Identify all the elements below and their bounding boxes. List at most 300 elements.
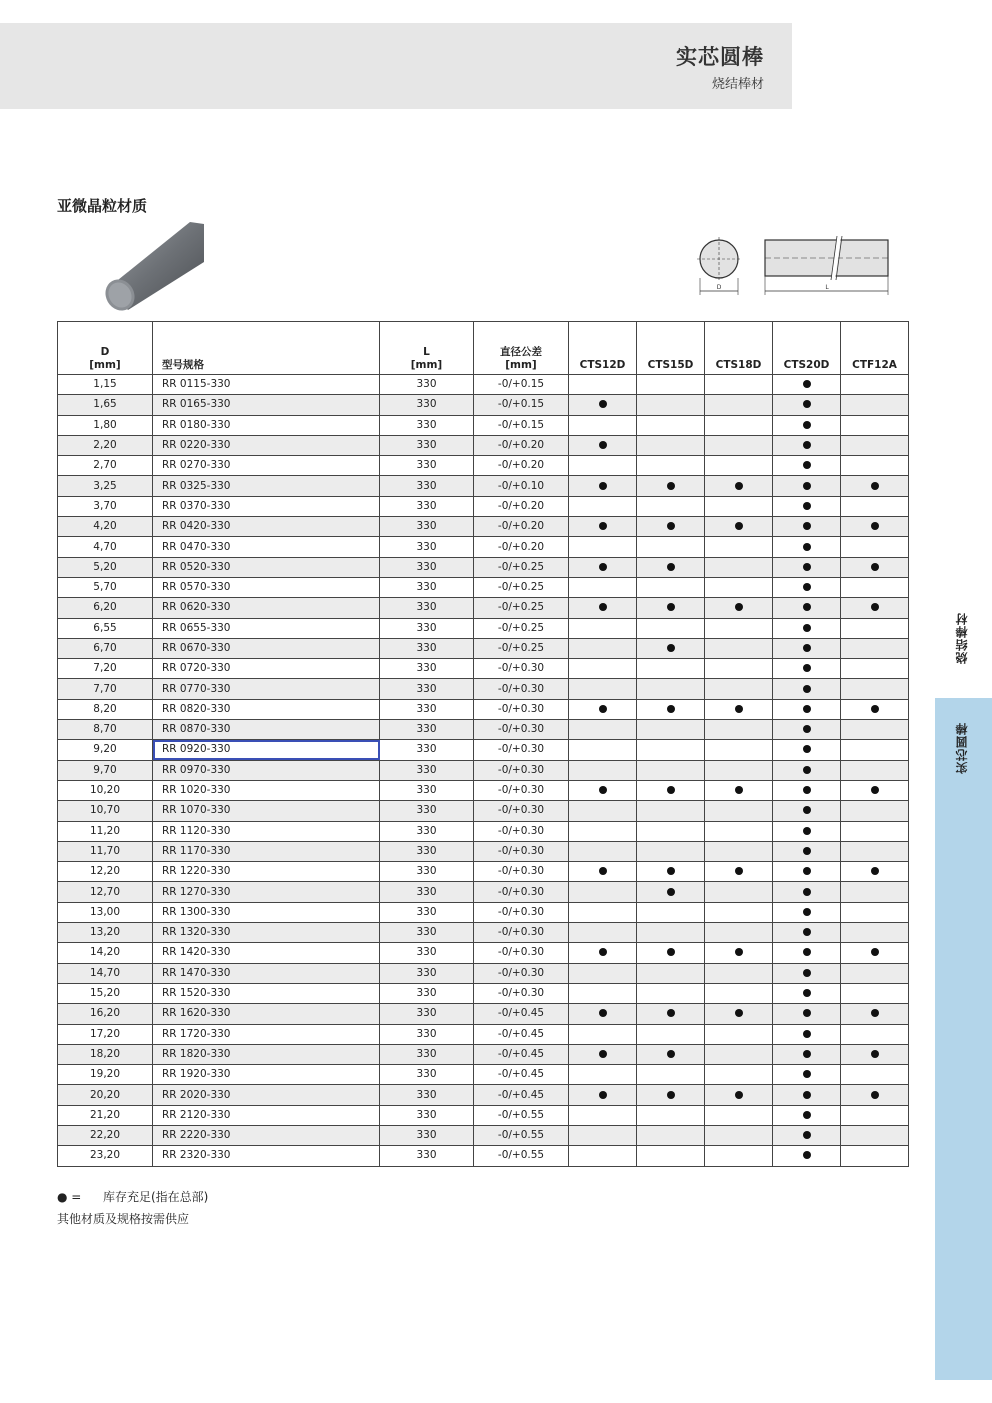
cell-length: 330 [380, 902, 474, 922]
cell-type: RR 1220-330 [153, 862, 380, 882]
cell-grade-availability [705, 375, 773, 395]
cell-grade-availability [705, 882, 773, 902]
table-row [58, 740, 909, 760]
cell-grade-availability [773, 435, 841, 455]
cell-grade-availability [705, 821, 773, 841]
cell-tolerance: -0/+0.30 [474, 983, 569, 1003]
cell-grade-availability [569, 1085, 637, 1105]
cell-grade-availability [841, 659, 909, 679]
cell-grade-availability [773, 923, 841, 943]
cell-grade-availability [705, 1044, 773, 1064]
cell-grade-availability [705, 517, 773, 537]
stock-dot-icon [803, 441, 811, 449]
cell-grade-availability [705, 902, 773, 922]
cell-grade-availability [841, 1125, 909, 1145]
cell-grade-availability [773, 740, 841, 760]
cell-grade-availability [705, 983, 773, 1003]
cell-tolerance: -0/+0.25 [474, 598, 569, 618]
cell-grade-availability [569, 375, 637, 395]
cell-grade-availability [637, 1146, 705, 1166]
cell-tolerance: -0/+0.30 [474, 821, 569, 841]
stock-dot-icon [803, 928, 811, 936]
cell-grade-availability [569, 760, 637, 780]
cell-tolerance: -0/+0.30 [474, 679, 569, 699]
stock-dot-icon [803, 1050, 811, 1058]
cell-length: 330 [380, 375, 474, 395]
cell-tolerance: -0/+0.25 [474, 557, 569, 577]
cell-grade-availability [705, 435, 773, 455]
cell-grade-availability [773, 801, 841, 821]
cell-length: 330 [380, 1085, 474, 1105]
cell-length: 330 [380, 557, 474, 577]
stock-dot-icon [667, 948, 675, 956]
cell-grade-availability [637, 598, 705, 618]
cell-grade-availability [569, 1065, 637, 1085]
cell-grade-availability [705, 780, 773, 800]
cell-grade-availability [569, 537, 637, 557]
cell-tolerance: -0/+0.30 [474, 882, 569, 902]
cell-diameter: 5,70 [58, 577, 153, 597]
cell-grade-availability [841, 638, 909, 658]
table-row [58, 1105, 909, 1125]
cell-grade-availability [569, 598, 637, 618]
cell-length: 330 [380, 1004, 474, 1024]
cell-grade-availability [705, 801, 773, 821]
table-row [58, 1085, 909, 1105]
cell-type: RR 0670-330 [153, 638, 380, 658]
cell-grade-availability [841, 435, 909, 455]
stock-dot-icon [599, 441, 607, 449]
cell-type: RR 2220-330 [153, 1125, 380, 1145]
cell-grade-availability [773, 699, 841, 719]
cell-length: 330 [380, 1044, 474, 1064]
cell-grade-availability [569, 476, 637, 496]
cell-grade-availability [773, 638, 841, 658]
cell-length: 330 [380, 618, 474, 638]
cell-grade-availability [569, 395, 637, 415]
cell-diameter: 18,20 [58, 1044, 153, 1064]
cell-grade-availability [637, 1044, 705, 1064]
cell-length: 330 [380, 963, 474, 983]
cell-grade-availability [705, 699, 773, 719]
table-row [58, 923, 909, 943]
cell-type: RR 1270-330 [153, 882, 380, 902]
stock-dot-icon [667, 786, 675, 794]
cell-grade-availability [637, 517, 705, 537]
cell-tolerance: -0/+0.30 [474, 841, 569, 861]
table-row [58, 1044, 909, 1064]
cell-type: RR 1470-330 [153, 963, 380, 983]
cell-length: 330 [380, 435, 474, 455]
table-row [58, 882, 909, 902]
cell-type[interactable]: RR 0920-330 [153, 740, 380, 760]
cell-type: RR 0820-330 [153, 699, 380, 719]
rod-dimension-diagram [693, 233, 893, 298]
cell-diameter: 12,20 [58, 862, 153, 882]
cell-length: 330 [380, 821, 474, 841]
cell-type: RR 0570-330 [153, 577, 380, 597]
cell-grade-availability [637, 902, 705, 922]
stock-dot-icon [803, 1131, 811, 1139]
table-row [58, 1024, 909, 1044]
stock-dot-icon [667, 888, 675, 896]
cell-grade-availability [569, 577, 637, 597]
col-header-grade: CTS20D [773, 322, 841, 375]
stock-dot-icon [599, 1091, 607, 1099]
cell-grade-availability [569, 496, 637, 516]
side-tab-label: 实芯圆棒 [955, 722, 969, 774]
cell-grade-availability [841, 902, 909, 922]
cell-grade-availability [569, 1024, 637, 1044]
stock-dot-icon [803, 948, 811, 956]
stock-dot-icon [599, 563, 607, 571]
cell-grade-availability [841, 760, 909, 780]
table-row [58, 435, 909, 455]
cell-tolerance: -0/+0.45 [474, 1004, 569, 1024]
stock-dot-icon [871, 1091, 879, 1099]
cell-grade-availability [637, 577, 705, 597]
cell-type: RR 2320-330 [153, 1146, 380, 1166]
cell-grade-availability [705, 537, 773, 557]
stock-dot-icon [871, 786, 879, 794]
cell-grade-availability [773, 1085, 841, 1105]
side-tab-active[interactable] [935, 698, 992, 1380]
table-row [58, 983, 909, 1003]
cell-diameter: 9,70 [58, 760, 153, 780]
legend [57, 1188, 208, 1205]
cell-grade-availability [637, 801, 705, 821]
cell-grade-availability [841, 375, 909, 395]
table-row [58, 841, 909, 861]
stock-dot-icon [803, 685, 811, 693]
cell-tolerance: -0/+0.25 [474, 618, 569, 638]
table-row [58, 963, 909, 983]
col-header-d: D [mm] [58, 322, 153, 375]
cell-grade-availability [705, 618, 773, 638]
stock-dot-icon [599, 603, 607, 611]
cell-length: 330 [380, 801, 474, 821]
cell-length: 330 [380, 496, 474, 516]
cell-grade-availability [705, 659, 773, 679]
cell-diameter: 1,80 [58, 415, 153, 435]
cell-type: RR 0220-330 [153, 435, 380, 455]
stock-dot-icon [803, 543, 811, 551]
cell-grade-availability [705, 943, 773, 963]
cell-grade-availability [773, 1004, 841, 1024]
stock-dot-icon [803, 1009, 811, 1017]
cell-grade-availability [705, 923, 773, 943]
stock-dot-icon [803, 969, 811, 977]
cell-grade-availability [705, 963, 773, 983]
stock-dot-icon [667, 1050, 675, 1058]
cell-diameter: 15,20 [58, 983, 153, 1003]
cell-grade-availability [773, 659, 841, 679]
cell-grade-availability [637, 476, 705, 496]
cell-grade-availability [637, 456, 705, 476]
cell-grade-availability [773, 983, 841, 1003]
cell-grade-availability [569, 841, 637, 861]
cell-grade-availability [705, 1105, 773, 1125]
cell-diameter: 21,20 [58, 1105, 153, 1125]
cell-diameter: 8,20 [58, 699, 153, 719]
cell-grade-availability [773, 537, 841, 557]
cell-grade-availability [705, 1146, 773, 1166]
stock-dot-icon [871, 482, 879, 490]
cell-grade-availability [705, 1125, 773, 1145]
cell-grade-availability [773, 943, 841, 963]
cell-grade-availability [705, 679, 773, 699]
cell-grade-availability [637, 618, 705, 638]
cell-length: 330 [380, 395, 474, 415]
col-header-l: L [mm] [380, 322, 474, 375]
stock-dot-icon [667, 522, 675, 530]
cell-grade-availability [773, 963, 841, 983]
stock-dot-icon [735, 522, 743, 530]
stock-dot-icon [599, 786, 607, 794]
stock-dot-icon [599, 522, 607, 530]
cell-tolerance: -0/+0.30 [474, 720, 569, 740]
cell-grade-availability [637, 780, 705, 800]
cell-length: 330 [380, 760, 474, 780]
stock-dot-icon [803, 603, 811, 611]
cell-grade-availability [773, 862, 841, 882]
cell-diameter: 10,20 [58, 780, 153, 800]
cell-grade-availability [569, 720, 637, 740]
table-row [58, 1065, 909, 1085]
col-header-tolerance: 直径公差 [mm] [474, 322, 569, 375]
table-row [58, 395, 909, 415]
cell-grade-availability [569, 1004, 637, 1024]
cell-diameter: 1,15 [58, 375, 153, 395]
cell-grade-availability [773, 456, 841, 476]
cell-grade-availability [773, 415, 841, 435]
cell-length: 330 [380, 1024, 474, 1044]
cell-grade-availability [569, 557, 637, 577]
cell-grade-availability [569, 517, 637, 537]
cell-grade-availability [773, 902, 841, 922]
cell-tolerance: -0/+0.30 [474, 963, 569, 983]
stock-dot-icon [803, 867, 811, 875]
stock-dot-icon [803, 664, 811, 672]
cell-tolerance: -0/+0.45 [474, 1085, 569, 1105]
stock-dot-icon [871, 522, 879, 530]
cell-diameter: 4,70 [58, 537, 153, 557]
table-row [58, 720, 909, 740]
stock-dot-icon [803, 1091, 811, 1099]
cell-type: RR 0470-330 [153, 537, 380, 557]
cell-grade-availability [705, 1065, 773, 1085]
cell-type: RR 0325-330 [153, 476, 380, 496]
stock-dot-icon [735, 1009, 743, 1017]
cell-grade-availability [773, 517, 841, 537]
cell-type: RR 0420-330 [153, 517, 380, 537]
table-row [58, 557, 909, 577]
cell-grade-availability [841, 1146, 909, 1166]
col-header-grade: CTS15D [637, 322, 705, 375]
cell-grade-availability [569, 699, 637, 719]
stock-dot-icon [871, 867, 879, 875]
cell-grade-availability [569, 1125, 637, 1145]
cell-length: 330 [380, 456, 474, 476]
cell-grade-availability [841, 1044, 909, 1064]
table-row [58, 862, 909, 882]
cell-tolerance: -0/+0.15 [474, 415, 569, 435]
cell-grade-availability [705, 862, 773, 882]
cell-grade-availability [637, 375, 705, 395]
cell-tolerance: -0/+0.25 [474, 577, 569, 597]
cell-grade-availability [841, 801, 909, 821]
cell-grade-availability [637, 841, 705, 861]
cell-grade-availability [841, 862, 909, 882]
page-subtitle: 烧结棒材 [711, 77, 764, 92]
cell-diameter: 7,70 [58, 679, 153, 699]
cell-type: RR 2120-330 [153, 1105, 380, 1125]
cell-grade-availability [773, 1044, 841, 1064]
cell-length: 330 [380, 923, 474, 943]
cell-grade-availability [569, 435, 637, 455]
cell-length: 330 [380, 1125, 474, 1145]
cell-grade-availability [569, 862, 637, 882]
cell-type: RR 1020-330 [153, 780, 380, 800]
table-row [58, 1125, 909, 1145]
cell-diameter: 13,00 [58, 902, 153, 922]
stock-dot-icon [871, 1009, 879, 1017]
cell-grade-availability [773, 618, 841, 638]
cell-grade-availability [637, 659, 705, 679]
cell-grade-availability [569, 1105, 637, 1125]
cell-grade-availability [773, 1065, 841, 1085]
cell-grade-availability [705, 1085, 773, 1105]
cell-grade-availability [841, 496, 909, 516]
cell-grade-availability [773, 882, 841, 902]
cell-grade-availability [637, 395, 705, 415]
stock-dot-icon [803, 502, 811, 510]
stock-dot-icon [803, 461, 811, 469]
stock-dot-icon [803, 989, 811, 997]
cell-tolerance: -0/+0.30 [474, 780, 569, 800]
cell-diameter: 6,20 [58, 598, 153, 618]
cell-grade-availability [841, 598, 909, 618]
table-row [58, 780, 909, 800]
cell-grade-availability [705, 395, 773, 415]
col-header-type: 型号规格 [153, 322, 380, 375]
cell-type: RR 0165-330 [153, 395, 380, 415]
rod-spec-table [57, 321, 909, 1167]
cell-diameter: 7,20 [58, 659, 153, 679]
table-row [58, 598, 909, 618]
cell-grade-availability [637, 1085, 705, 1105]
cell-grade-availability [569, 821, 637, 841]
table-row [58, 496, 909, 516]
cell-type: RR 0180-330 [153, 415, 380, 435]
table-row [58, 760, 909, 780]
col-header-grade: CTF12A [841, 322, 909, 375]
cell-type: RR 0370-330 [153, 496, 380, 516]
cell-grade-availability [705, 577, 773, 597]
table-row [58, 476, 909, 496]
cell-grade-availability [773, 841, 841, 861]
cell-grade-availability [637, 679, 705, 699]
cell-diameter: 9,20 [58, 740, 153, 760]
stock-dot-icon [735, 786, 743, 794]
cell-grade-availability [841, 537, 909, 557]
cell-grade-availability [569, 456, 637, 476]
cell-grade-availability [841, 882, 909, 902]
cell-diameter: 13,20 [58, 923, 153, 943]
stock-dot-icon [667, 603, 675, 611]
cell-diameter: 6,55 [58, 618, 153, 638]
cell-grade-availability [705, 841, 773, 861]
cell-tolerance: -0/+0.30 [474, 801, 569, 821]
cell-grade-availability [841, 618, 909, 638]
cell-grade-availability [773, 496, 841, 516]
cell-tolerance: -0/+0.20 [474, 456, 569, 476]
cell-grade-availability [569, 415, 637, 435]
stock-dot-icon [803, 1151, 811, 1159]
cell-tolerance: -0/+0.20 [474, 496, 569, 516]
cell-type: RR 0870-330 [153, 720, 380, 740]
cell-tolerance: -0/+0.45 [474, 1065, 569, 1085]
cell-tolerance: -0/+0.55 [474, 1146, 569, 1166]
cell-grade-availability [569, 638, 637, 658]
cell-tolerance: -0/+0.30 [474, 740, 569, 760]
table-row [58, 577, 909, 597]
carbide-rod-image [100, 218, 210, 313]
cell-grade-availability [569, 801, 637, 821]
cell-type: RR 1320-330 [153, 923, 380, 943]
cell-tolerance: -0/+0.20 [474, 517, 569, 537]
table-row [58, 456, 909, 476]
cell-grade-availability [705, 476, 773, 496]
cell-grade-availability [569, 943, 637, 963]
cell-grade-availability [569, 1146, 637, 1166]
cell-grade-availability [637, 943, 705, 963]
cell-grade-availability [841, 740, 909, 760]
table-row [58, 375, 909, 395]
stock-dot-icon [803, 583, 811, 591]
cell-grade-availability [841, 395, 909, 415]
cell-length: 330 [380, 415, 474, 435]
cell-tolerance: -0/+0.15 [474, 375, 569, 395]
cell-grade-availability [773, 395, 841, 415]
stock-dot-icon [735, 482, 743, 490]
cell-grade-availability [637, 1024, 705, 1044]
cell-grade-availability [637, 415, 705, 435]
table-row [58, 537, 909, 557]
cell-diameter: 14,20 [58, 943, 153, 963]
cell-diameter: 4,20 [58, 517, 153, 537]
cell-grade-availability [773, 1146, 841, 1166]
col-header-grade: CTS12D [569, 322, 637, 375]
cell-grade-availability [705, 1004, 773, 1024]
stock-dot-icon [803, 1030, 811, 1038]
cell-diameter: 17,20 [58, 1024, 153, 1044]
cell-tolerance: -0/+0.30 [474, 902, 569, 922]
cell-diameter: 23,20 [58, 1146, 153, 1166]
cell-grade-availability [637, 720, 705, 740]
cell-grade-availability [773, 1105, 841, 1125]
cell-grade-availability [773, 720, 841, 740]
cell-tolerance: -0/+0.20 [474, 435, 569, 455]
stock-dot-icon [667, 563, 675, 571]
cell-grade-availability [773, 780, 841, 800]
cell-grade-availability [841, 923, 909, 943]
cell-length: 330 [380, 882, 474, 902]
cell-grade-availability [841, 1004, 909, 1024]
cell-type: RR 1620-330 [153, 1004, 380, 1024]
stock-dot-icon [735, 1091, 743, 1099]
stock-dot-icon [599, 1050, 607, 1058]
